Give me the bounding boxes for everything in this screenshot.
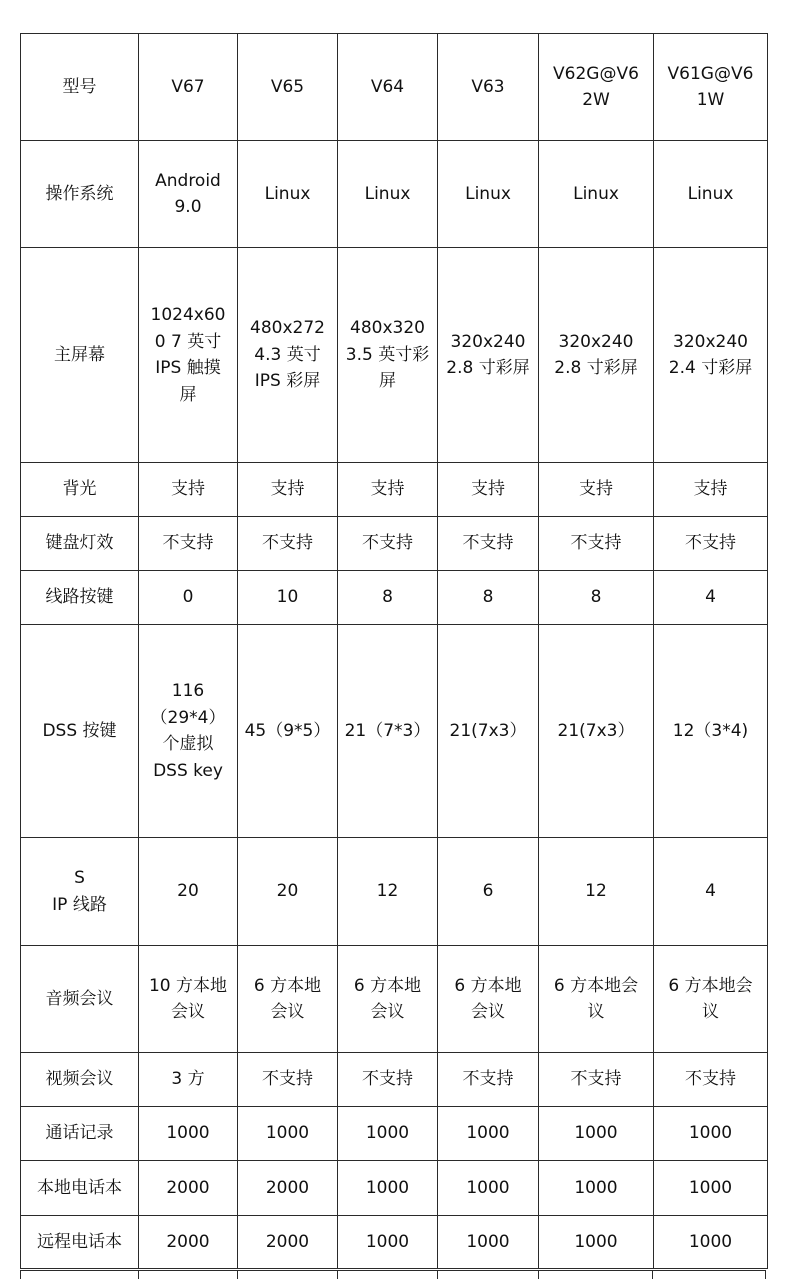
table-cell: 8 xyxy=(338,571,438,625)
table-cell: 320x240 2.4 寸彩屏 xyxy=(654,248,768,463)
table-cell: 480x272 4.3 英寸 IPS 彩屏 xyxy=(238,248,338,463)
table-cell: 6 方本地 会议 xyxy=(338,946,438,1053)
table-cell: 不支持 xyxy=(438,1053,539,1107)
row-label: 键盘灯效 xyxy=(21,517,139,571)
table-cell: 1000 xyxy=(338,1107,438,1161)
table-cell: 2000 xyxy=(139,1216,238,1269)
table-cell: 12 xyxy=(338,838,438,946)
row-label: S IP 线路 xyxy=(21,838,139,946)
row-label: 线路按键 xyxy=(21,571,139,625)
row-label: 主屏幕 xyxy=(21,248,139,463)
table-cell: 1000 xyxy=(338,1216,438,1269)
table-cell: 支持 xyxy=(438,463,539,517)
row-label: 本地电话本 xyxy=(21,1161,139,1216)
table-cell: 3 方 xyxy=(139,1053,238,1107)
table-cell: 21（7*3） xyxy=(338,625,438,838)
table-cell: Linux xyxy=(539,141,654,248)
model-name-cell: V64 xyxy=(338,34,438,141)
row-label: 远程电话本 xyxy=(21,1216,139,1269)
table-cell: Linux xyxy=(238,141,338,248)
table-cell: 1000 xyxy=(438,1216,539,1269)
table-cell: 10 方本地 会议 xyxy=(139,946,238,1053)
table-cell: 1000 xyxy=(438,1161,539,1216)
table-cell: 1024x60 0 7 英寸 IPS 触摸 屏 xyxy=(139,248,238,463)
model-name-cell: V62G@V6 2W xyxy=(539,34,654,141)
row-label: 视频会议 xyxy=(21,1053,139,1107)
table-cell: 20 xyxy=(139,838,238,946)
table-cell: 6 方本地会 议 xyxy=(539,946,654,1053)
row-label: DSS 按键 xyxy=(21,625,139,838)
spec-comparison-table xyxy=(20,33,768,1269)
table-cell: 支持 xyxy=(338,463,438,517)
table-cell: 不支持 xyxy=(654,1053,768,1107)
table-cell: 1000 xyxy=(139,1107,238,1161)
table-cell: 支持 xyxy=(539,463,654,517)
table-cell: 不支持 xyxy=(338,517,438,571)
table-cell: Linux xyxy=(438,141,539,248)
table-cell: 1000 xyxy=(654,1216,768,1269)
table-cell: 12（3*4) xyxy=(654,625,768,838)
table-cell: 支持 xyxy=(238,463,338,517)
table-cell: 21(7x3） xyxy=(438,625,539,838)
table-cell: 不支持 xyxy=(238,1053,338,1107)
table-cell: 支持 xyxy=(139,463,238,517)
table-cell: 320x240 2.8 寸彩屏 xyxy=(539,248,654,463)
table-row xyxy=(21,1053,768,1107)
table-cell: 不支持 xyxy=(338,1053,438,1107)
table-cell: 0 xyxy=(139,571,238,625)
row-label: 操作系统 xyxy=(21,141,139,248)
table-cell: 45（9*5） xyxy=(238,625,338,838)
table-cell: 116 （29*4） 个虚拟 DSS key xyxy=(139,625,238,838)
table-cell: 320x240 2.8 寸彩屏 xyxy=(438,248,539,463)
table-cell: Linux xyxy=(654,141,768,248)
table-cell: 2000 xyxy=(238,1216,338,1269)
table-cell: 1000 xyxy=(654,1107,768,1161)
table-cell: 21(7x3） xyxy=(539,625,654,838)
table-cell: 8 xyxy=(539,571,654,625)
table-cell: 6 方本地会 议 xyxy=(654,946,768,1053)
table-row xyxy=(21,1216,768,1269)
table-cell: 不支持 xyxy=(139,517,238,571)
model-name-cell: V67 xyxy=(139,34,238,141)
table-row xyxy=(21,625,768,838)
table-row xyxy=(21,571,768,625)
model-name-cell: V65 xyxy=(238,34,338,141)
table-row xyxy=(21,141,768,248)
row-label: 型号 xyxy=(21,34,139,141)
table-cell: 1000 xyxy=(238,1107,338,1161)
table-cell: 10 xyxy=(238,571,338,625)
table-cell: 4 xyxy=(654,838,768,946)
table-cell: Android 9.0 xyxy=(139,141,238,248)
table-header-row xyxy=(21,34,768,141)
table-cell: 2000 xyxy=(139,1161,238,1216)
table-cell: Linux xyxy=(338,141,438,248)
table-row xyxy=(21,463,768,517)
table-row xyxy=(21,248,768,463)
table-cell: 8 xyxy=(438,571,539,625)
table-row xyxy=(21,517,768,571)
table-cell: 不支持 xyxy=(539,517,654,571)
model-name-cell: V63 xyxy=(438,34,539,141)
row-label: 通话记录 xyxy=(21,1107,139,1161)
table-row xyxy=(21,1107,768,1161)
table-cell: 6 方本地 会议 xyxy=(438,946,539,1053)
table-row xyxy=(21,1161,768,1216)
table-cell: 不支持 xyxy=(654,517,768,571)
table-cell: 不支持 xyxy=(539,1053,654,1107)
table-cell: 480x320 3.5 英寸彩 屏 xyxy=(338,248,438,463)
table-row xyxy=(21,838,768,946)
table-row xyxy=(21,946,768,1053)
table-cell: 6 xyxy=(438,838,539,946)
table-cell: 6 方本地 会议 xyxy=(238,946,338,1053)
table-cell: 1000 xyxy=(539,1216,654,1269)
table-cell: 4 xyxy=(654,571,768,625)
table-cell: 不支持 xyxy=(438,517,539,571)
model-name-cell: V61G@V6 1W xyxy=(654,34,768,141)
table-cell: 1000 xyxy=(654,1161,768,1216)
row-label: 音频会议 xyxy=(21,946,139,1053)
table-cell: 1000 xyxy=(539,1107,654,1161)
table-cell: 2000 xyxy=(238,1161,338,1216)
table-cell: 1000 xyxy=(539,1161,654,1216)
table-cell: 12 xyxy=(539,838,654,946)
table-cell: 20 xyxy=(238,838,338,946)
row-label: 背光 xyxy=(21,463,139,517)
table-cell: 1000 xyxy=(338,1161,438,1216)
table-cell: 不支持 xyxy=(238,517,338,571)
table-cell: 支持 xyxy=(654,463,768,517)
table-cell: 1000 xyxy=(438,1107,539,1161)
